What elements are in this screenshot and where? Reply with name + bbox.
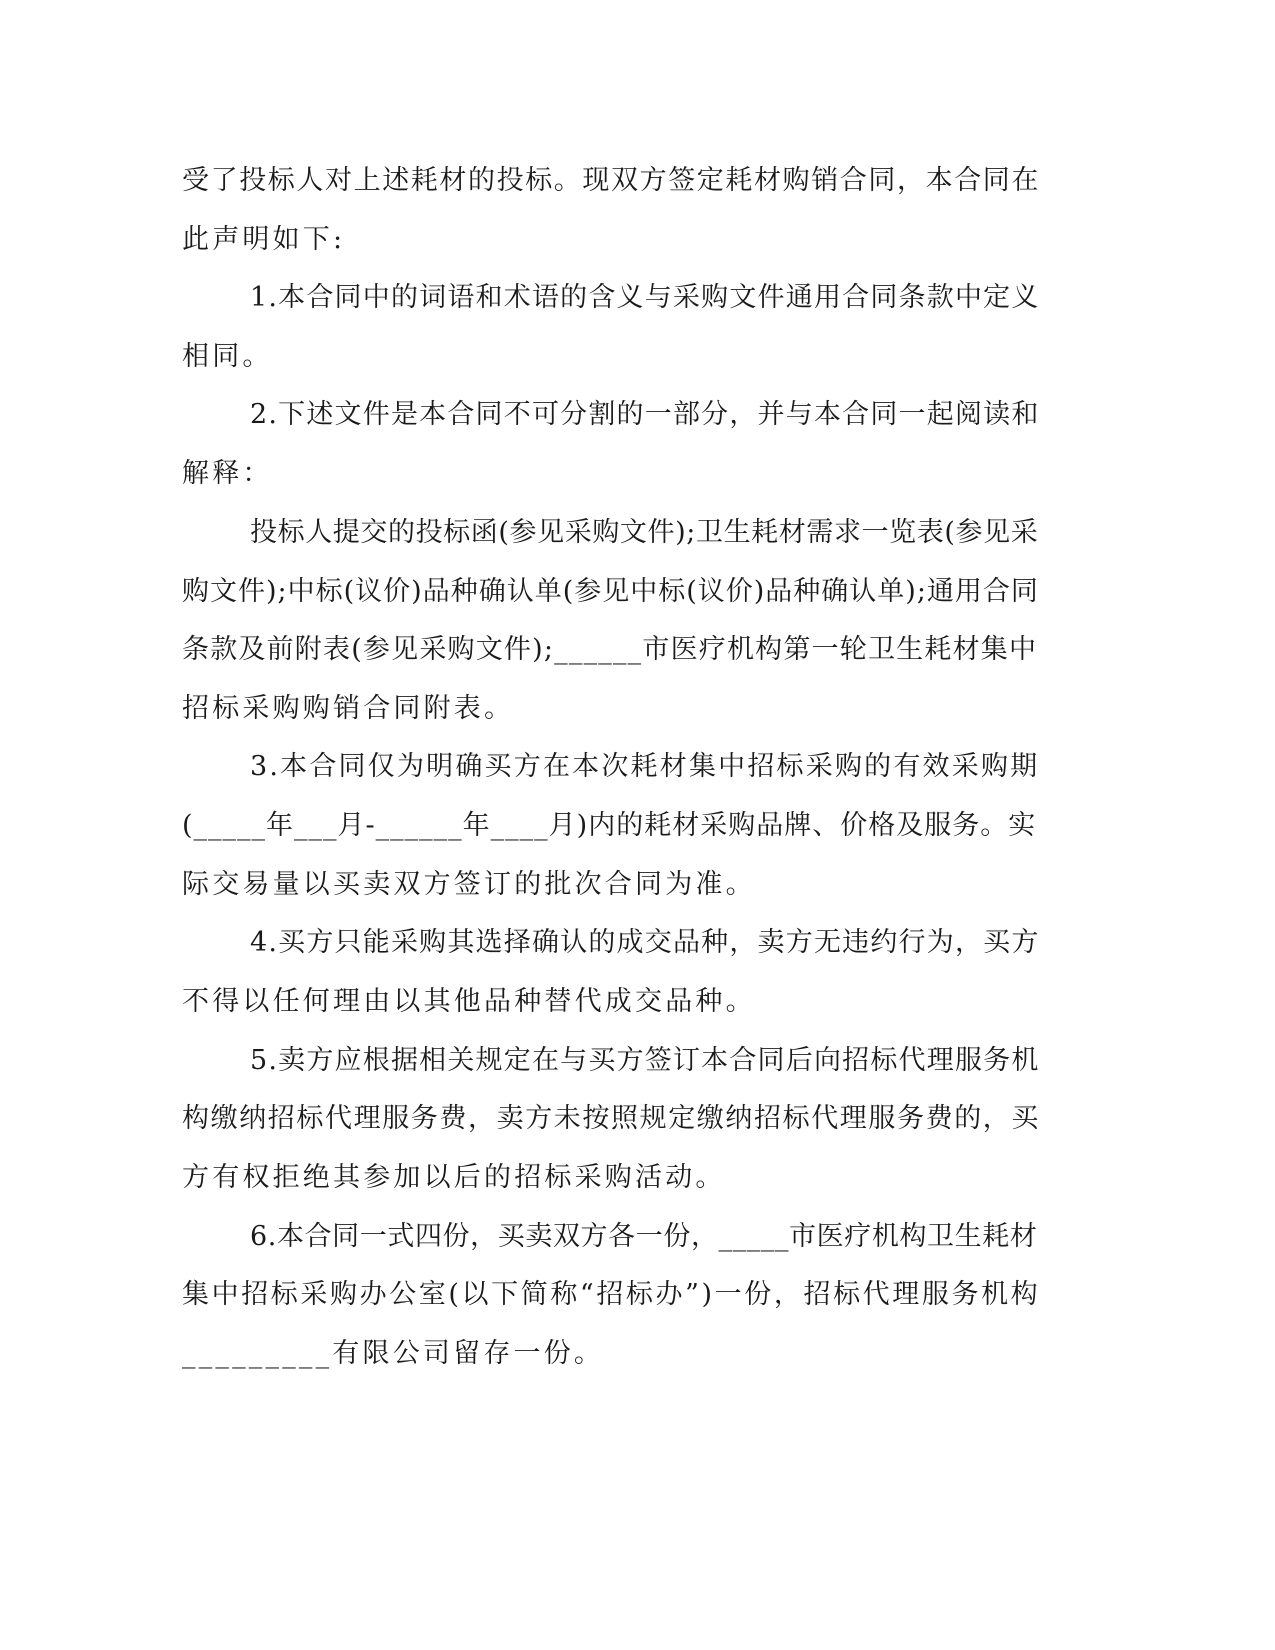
clause-6-line: 6.本合同一式四份，买卖双方各一份，_____市医疗机构卫生耗材	[250, 1221, 1038, 1252]
text-line: 购文件);中标(议价)品种确认单(参见中标(议价)品种确认单);通用合同	[182, 576, 1039, 607]
text-line: 际交易量以买卖双方签订的批次合同为准。	[182, 869, 756, 900]
clause-3-line: 3.本合同仅为明确买方在本次耗材集中招标采购的有效采购期	[250, 751, 1040, 782]
clause-4-line: 4.买方只能采购其选择确认的成交品种，卖方无违约行为，买方	[250, 927, 1040, 958]
clause-5-line: 5.卖方应根据相关规定在与买方签订本合同后向招标代理服务机	[250, 1045, 1040, 1076]
text-line: 相同。	[182, 341, 273, 372]
clause-2-line: 2.下述文件是本合同不可分割的一部分，并与本合同一起阅读和	[250, 399, 1040, 430]
text-line: 不得以任何理由以其他品种替代成交品种。	[182, 986, 756, 1017]
text-line: 受了投标人对上述耗材的投标。现双方签定耗材购销合同，本合同在	[182, 165, 1040, 196]
text-line: (_____年___月-______年____月)内的耗材采购品牌、价格及服务。实	[182, 810, 1037, 841]
text-line: 此声明如下:	[182, 224, 346, 255]
text-line: _________有限公司留存一份。	[182, 1338, 605, 1369]
text-line: 招标采购购销合同附表。	[182, 693, 515, 724]
clause-1-line: 1.本合同中的词语和术语的含义与采购文件通用合同条款中定义	[250, 282, 1040, 313]
documents-list-line: 投标人提交的投标函(参见采购文件);卫生耗材需求一览表(参见采	[250, 517, 1039, 548]
text-line: 构缴纳招标代理服务费，卖方未按照规定缴纳招标代理服务费的，买	[182, 1103, 1040, 1134]
text-line: 集中招标采购办公室(以下简称“招标办”)一份，招标代理服务机构	[182, 1279, 1041, 1310]
text-line: 解释：	[182, 458, 273, 489]
text-line: 条款及前附表(参见采购文件);______市医疗机构第一轮卫生耗材集中	[182, 634, 1038, 665]
text-line: 方有权拒绝其参加以后的招标采购活动。	[182, 1162, 726, 1193]
